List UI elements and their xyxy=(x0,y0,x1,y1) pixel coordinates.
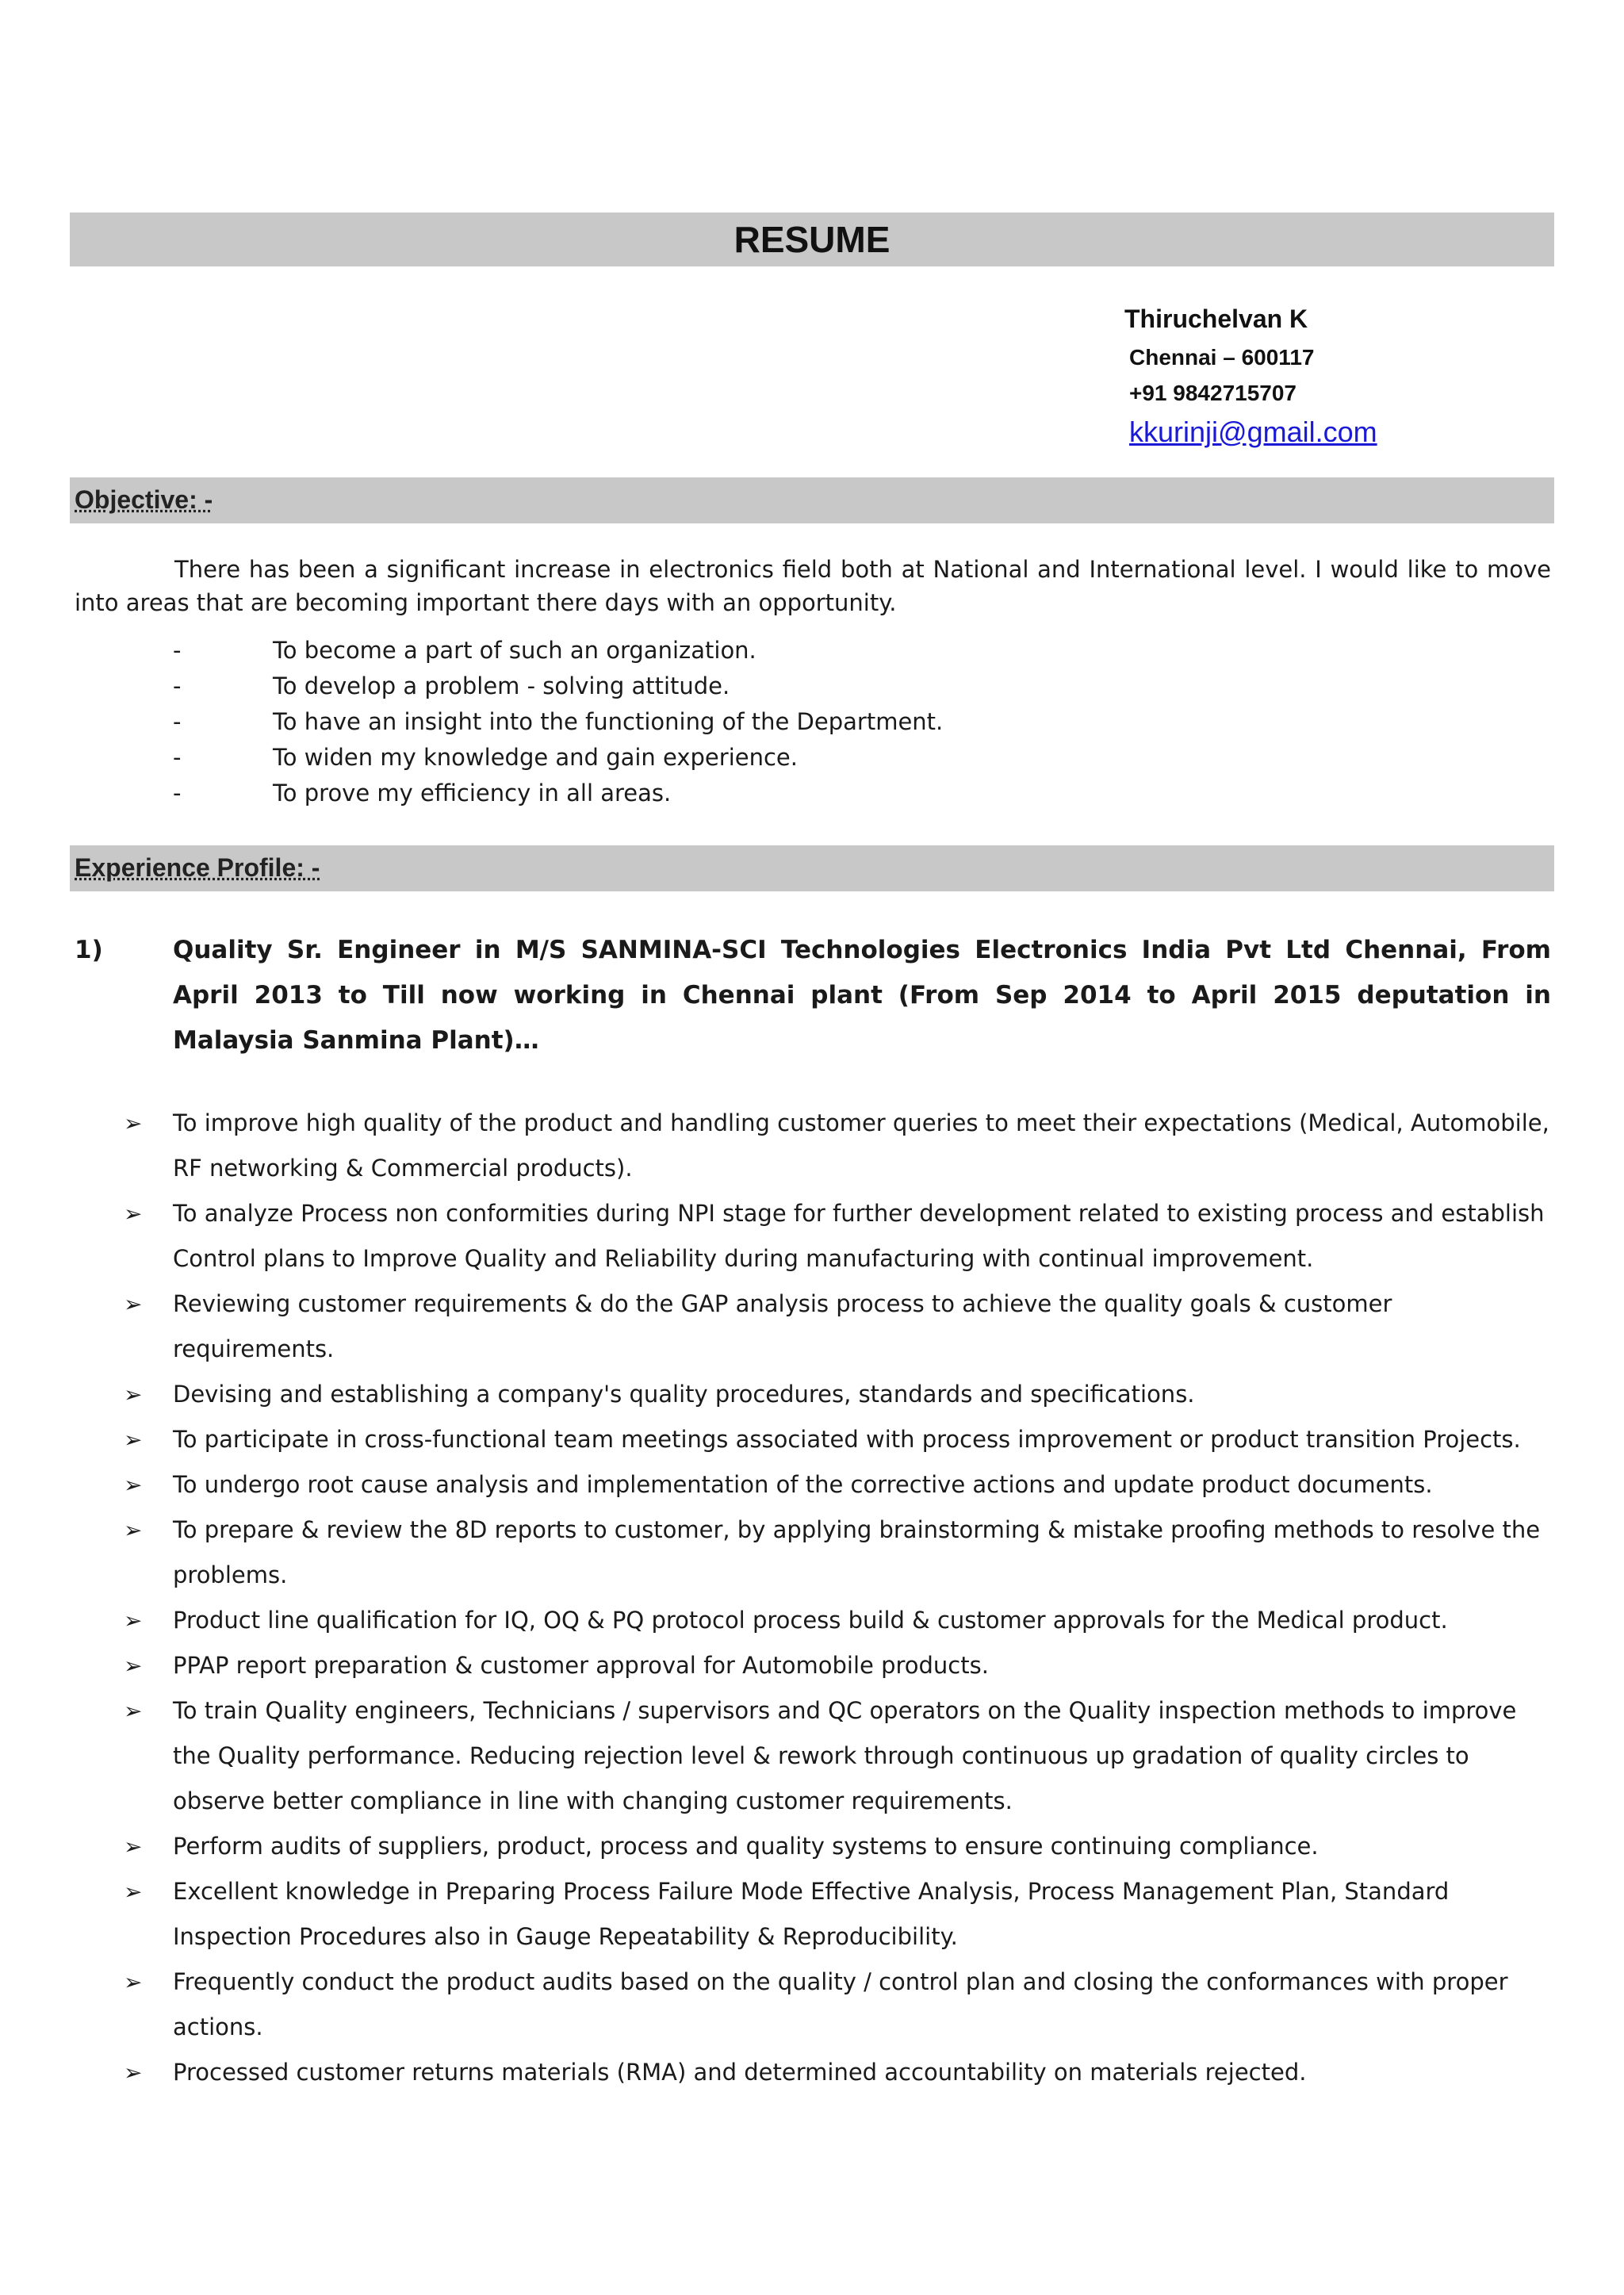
arrow-bullet-icon: ➢ xyxy=(124,1607,143,1634)
dash-marker: - xyxy=(173,744,182,771)
responsibility-item: ➢ PPAP report preparation & customer approval for Automobile products. xyxy=(75,1643,1551,1688)
dash-marker: - xyxy=(173,637,182,664)
objective-item: - To become a part of such an organization. xyxy=(75,633,1502,669)
dash-marker: - xyxy=(173,780,182,807)
responsibility-item: ➢ Excellent knowledge in Preparing Process Failure Mode Effective Analysis, Process Management Plan, Standard Inspection Procedures also in Gauge Repeatability & Reproducibility. xyxy=(75,1869,1551,1960)
arrow-bullet-icon: ➢ xyxy=(124,1110,143,1136)
objective-list xyxy=(75,633,1502,811)
arrow-bullet-icon: ➢ xyxy=(124,1879,143,1905)
objective-item: - To develop a problem - solving attitude. xyxy=(75,669,1502,704)
experience-heading: Experience Profile: - xyxy=(75,853,320,882)
responsibility-item: ➢ To undergo root cause analysis and implementation of the corrective actions and update product documents. xyxy=(75,1462,1551,1508)
dash-marker: - xyxy=(173,672,182,699)
responsibility-list xyxy=(75,1101,1551,2095)
objective-heading: Objective: - xyxy=(75,485,213,514)
arrow-bullet-icon: ➢ xyxy=(124,1517,143,1543)
responsibility-item: ➢ Frequently conduct the product audits based on the quality / control plan and closing the conformances with proper actions. xyxy=(75,1960,1551,2050)
arrow-bullet-icon: ➢ xyxy=(124,1201,143,1227)
candidate-city: Chennai – 600117 xyxy=(1129,345,1315,370)
experience-section-bar xyxy=(70,845,1554,891)
responsibility-item: ➢ To train Quality engineers, Technicians / supervisors and QC operators on the Quality inspection methods to improve the Quality performance. Reducing rejection level & rework through continuous up gradation of quality circles to observe better compliance in line with changing customer requirements. xyxy=(75,1688,1551,1824)
job-title: Quality Sr. Engineer in M/S SANMINA-SCI Technologies Electronics India Pvt Ltd Chennai, From April 2013 to Till now working in Chennai plant (From Sep 2014 to April 2015 deputation in Malaysia Sanmina Plant)… xyxy=(173,936,1551,1055)
candidate-name: Thiruchelvan K xyxy=(1124,305,1308,333)
arrow-bullet-icon: ➢ xyxy=(124,1381,143,1408)
candidate-phone: +91 9842715707 xyxy=(1129,381,1297,405)
objective-item: - To prove my efficiency in all areas. xyxy=(75,776,1502,811)
responsibility-item: ➢ To analyze Process non conformities during NPI stage for further development related to existing process and establish Control plans to Improve Quality and Reliability during manufacturing with continual improvement. xyxy=(75,1191,1551,1282)
responsibility-item: ➢ Perform audits of suppliers, product, process and quality systems to ensure continuing compliance. xyxy=(75,1824,1551,1869)
objective-section-bar xyxy=(70,477,1554,523)
responsibility-item: ➢ Reviewing customer requirements & do the GAP analysis process to achieve the quality goals & customer requirements. xyxy=(75,1282,1551,1372)
title-banner xyxy=(70,213,1554,266)
responsibility-item: ➢ To prepare & review the 8D reports to customer, by applying brainstorming & mistake proofing methods to resolve the problems. xyxy=(75,1508,1551,1598)
arrow-bullet-icon: ➢ xyxy=(124,1427,143,1453)
arrow-bullet-icon: ➢ xyxy=(124,1698,143,1724)
arrow-bullet-icon: ➢ xyxy=(124,1969,143,1995)
responsibility-item: ➢ Devising and establishing a company's quality procedures, standards and specifications. xyxy=(75,1372,1551,1417)
arrow-bullet-icon: ➢ xyxy=(124,2059,143,2086)
contact-block xyxy=(1124,298,1377,454)
responsibility-item: ➢ Product line qualification for IQ, OQ & PQ protocol process build & customer approvals for the Medical product. xyxy=(75,1598,1551,1643)
objective-item: - To widen my knowledge and gain experience. xyxy=(75,740,1502,776)
job-number: 1) xyxy=(75,936,103,964)
arrow-bullet-icon: ➢ xyxy=(124,1291,143,1317)
responsibility-item: ➢ Processed customer returns materials (RMA) and determined accountability on materials rejected. xyxy=(75,2050,1551,2095)
arrow-bullet-icon: ➢ xyxy=(124,1833,143,1860)
objective-item: - To have an insight into the functioning of the Department. xyxy=(75,704,1502,740)
dash-marker: - xyxy=(173,708,182,735)
responsibility-item: ➢ To improve high quality of the product and handling customer queries to meet their expectations (Medical, Automobile, RF networking & Commercial products). xyxy=(75,1101,1551,1191)
arrow-bullet-icon: ➢ xyxy=(124,1472,143,1498)
candidate-email-link[interactable]: kkurinji@gmail.com xyxy=(1129,416,1377,448)
page-title: RESUME xyxy=(733,219,891,260)
arrow-bullet-icon: ➢ xyxy=(124,1653,143,1679)
objective-intro: There has been a significant increase in electronics field both at National and International level. I would like to move into areas that are becoming important there days with an opportunity. xyxy=(75,556,1551,616)
responsibility-item: ➢ To participate in cross-functional team meetings associated with process improvement or product transition Projects. xyxy=(75,1417,1551,1462)
